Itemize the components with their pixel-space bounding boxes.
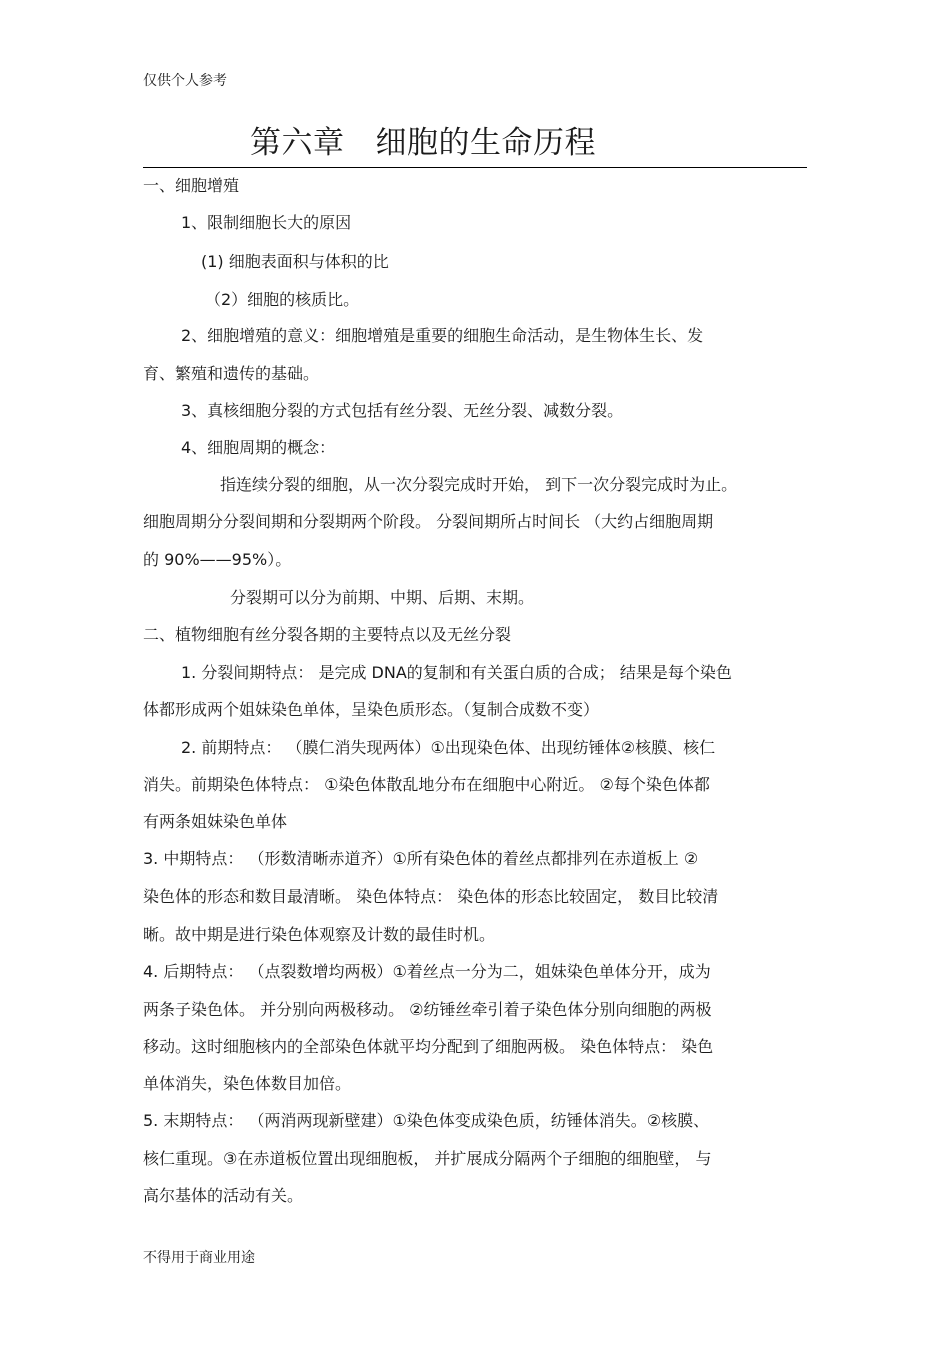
paragraph-line: 移动。这时细胞核内的全部染色体就平均分配到了细胞两极。 染色体特点： 染色 <box>143 1037 714 1056</box>
paragraph-line: 晰。故中期是进行染色体观察及计数的最佳时机。 <box>143 925 496 944</box>
paragraph-line: 体都形成两个姐妹染色单体，呈染色质形态。（复制合成数不变） <box>143 700 600 719</box>
footer-note: 不得用于商业用途 <box>143 1250 255 1266</box>
paragraph-line: 核仁重现。③在赤道板位置出现细胞板， 并扩展成分隔两个子细胞的细胞壁， 与 <box>143 1149 712 1168</box>
subheading-1-4: 4、细胞周期的概念： <box>181 438 336 457</box>
paragraph-line: 有两条姐妹染色单体 <box>143 812 288 831</box>
paragraph-line: 的 90%——95%）。 <box>143 550 292 569</box>
section-heading-2: 二、植物细胞有丝分裂各期的主要特点以及无丝分裂 <box>143 625 512 644</box>
section-heading-1: 一、细胞增殖 <box>143 176 240 195</box>
title-divider <box>143 167 807 168</box>
list-item-2: （2）细胞的核质比。 <box>205 290 360 309</box>
paragraph-line: 分裂期可以分为前期、中期、后期、末期。 <box>230 588 535 607</box>
paragraph-line: 育、繁殖和遗传的基础。 <box>143 364 320 383</box>
chapter-title: 第六章 细胞的生命历程 <box>250 125 597 161</box>
paragraph-line: 3. 中期特点： （形数清晰赤道齐）①所有染色体的着丝点都排列在赤道板上 ② <box>143 849 699 868</box>
paragraph-line: 2. 前期特点： （膜仁消失现两体）①出现染色体、出现纺锤体②核膜、核仁 <box>181 738 716 757</box>
subheading-1-1: 1、限制细胞长大的原因 <box>181 213 352 232</box>
paragraph-line: 4. 后期特点： （点裂数增均两极）①着丝点一分为二，姐妹染色单体分开，成为 <box>143 962 711 981</box>
paragraph-line: 2、细胞增殖的意义：细胞增殖是重要的细胞生命活动，是生物体生长、发 <box>181 326 704 345</box>
paragraph-line: 指连续分裂的细胞，从一次分裂完成时开始， 到下一次分裂完成时为止。 <box>220 475 738 494</box>
paragraph-line: 5. 末期特点： （两消两现新壁建）①染色体变成染色质，纺锤体消失。②核膜、 <box>143 1111 710 1130</box>
paragraph-line: 细胞周期分分裂间期和分裂期两个阶段。 分裂间期所占时间长 （大约占细胞周期 <box>143 512 714 531</box>
header-note: 仅供个人参考 <box>143 73 227 89</box>
paragraph-line: 染色体的形态和数目最清晰。 染色体特点： 染色体的形态比较固定， 数目比较清 <box>143 887 719 906</box>
paragraph-line: 1. 分裂间期特点： 是完成 DNA的复制和有关蛋白质的合成； 结果是每个染色 <box>181 663 732 682</box>
paragraph-line: 单体消失，染色体数目加倍。 <box>143 1074 352 1093</box>
paragraph-line: 3、真核细胞分裂的方式包括有丝分裂、无丝分裂、减数分裂。 <box>181 401 624 420</box>
paragraph-line: 两条子染色体。 并分别向两极移动。 ②纺锤丝牵引着子染色体分别向细胞的两极 <box>143 1000 712 1019</box>
list-item-1: (1) 细胞表面积与体积的比 <box>201 252 389 271</box>
paragraph-line: 高尔基体的活动有关。 <box>143 1186 304 1205</box>
paragraph-line: 消失。前期染色体特点： ①染色体散乱地分布在细胞中心附近。 ②每个染色体都 <box>143 775 710 794</box>
